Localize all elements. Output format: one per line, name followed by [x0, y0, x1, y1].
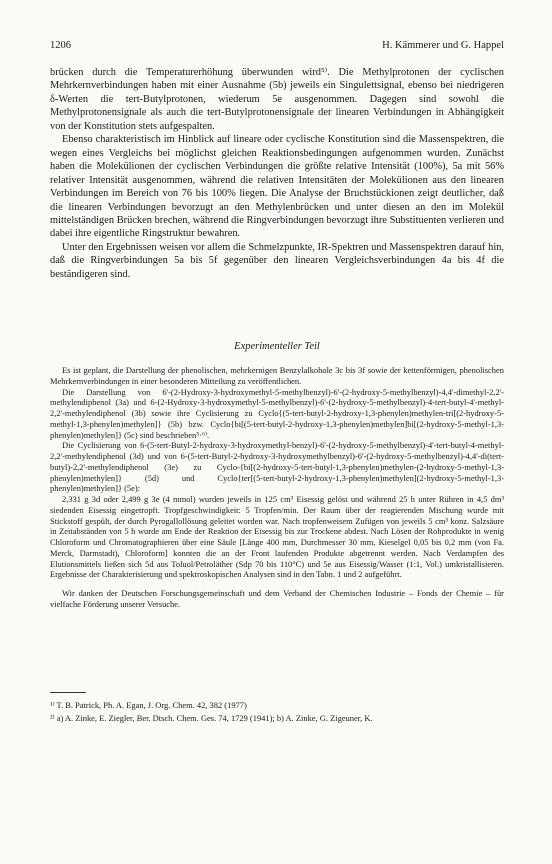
footnote: ¹⁾ T. B. Patrick, Ph. A. Egan, J. Org. Chem. 42, 382 (1977) [50, 700, 247, 710]
section-heading: Experimenteller Teil [234, 341, 320, 352]
experimental-paragraph: Die Darstellung von 6'-(2-Hydroxy-3-hydroxymethyl-5-methylbenzyl)-6'-(2-hydroxy-5-methylbenzyl)-4,4'-dimethyl-2,2'-methylendiphenol (3a) und 6-(2-Hydroxy-3-hydroxymethyl-5-methylbenzyl)-6'-(2-hydroxy-5-methylbenzyl)-4-tert-butyl-4'-methyl-2,2'-methylendiphenol (3b) sowie ihre Cyclisierung zu Cyclo{(5-tert-butyl-2-hydroxy-1,3-phenylen)methylen-tri[(2-hydroxy-5-methyl-1,3-phenylen)methylen]} (5b) bzw. Cyclo{bi[(5-tert-butyl-2-hydroxy-1,3-phenylen)methylen]bi[(2-hydroxy-5-methyl-1,3-phenylen)methylen]} (5c) sind beschrieben⁵·⁶⁾. [50, 386, 504, 440]
experimental-paragraph: Es ist geplant, die Darstellung der phenolischen, mehrkernigen Benzylalkohole 3c bis 3f sowie der kettenförmigen, phenolischen Mehrkernverbindungen in einer besonderen Mitteilung zu veröffentlichen. [50, 365, 504, 386]
footnote: ²⁾ a) A. Zinke, E. Ziegler, Ber. Dtsch. Chem. Ges. 74, 1729 (1941); b) A. Zinke, G. Zigeuner, K. [50, 712, 373, 723]
experimental-paragraph: 2,331 g 3d oder 2,499 g 3e (4 mmol) wurden jeweils in 125 cm³ Eisessig gelöst und während 25 h unter Rühren in 4,5 dm³ siedenden Eisessig eingetropft. Tropfgeschwindigkeit: 5 Tropfen/min. Der Raum über der reagierenden Mischung wurde mit Stickstoff gespült, der durch Pyrogallollösung geleitet worden war. Nach tropfenweisem Zufügen von jeweils 5 cm³ konz. Salzsäure in Zeitabständen von 5 h wurde am Ende der Reaktion der Eisessig bis zur Trockene abdest. Nach Lösen der Rohprodukte in wenig Chloroform und Chromatographieren über eine Säule [Länge 400 mm, Durchmesser 30 mm, Kieselgel 0,05 bis 0,2 mm (von Fa. Merck, Darmstadt), Chloroform] konnten die an der Front laufenden Produkte abgetrennt werden. Nach Verdampfen des Elutionsmittels ließen sich 5d aus Toluol/Petroläther (Sdp 70 bis 110°C) und 5e aus Eisessig/Wasser (1:1, Vol.) umkristallisieren. Ergebnisse der Charakterisierung und spektroskopischen Analysen sind in den Tabn. 1 und 2 aufgeführt. [50, 494, 504, 580]
running-header [50, 40, 504, 51]
footnote-divider [50, 692, 86, 693]
experimental-paragraph: Die Cyclisierung von 6-(5-tert-Butyl-2-hydroxy-3-hydroxymethyl-benzyl)-6'-(2-hydroxy-5-methylbenzyl)-4'-tert-butyl-4-methyl-2,2'-methylendiphenol (3d) und von 6-(5-tert-Butyl-2-hydroxy-3-hydroxymethylbenzyl)-6'-(2-hydroxy-5-methylbenzyl)-4,4'-di(tert-butyl)-2,2'-methylendiphenol (3e) zu Cyclo-{bi[(2-hydroxy-5-tert-butyl-1,3-phenylen)methylen-(2-hydroxy-5-methyl-1,3-phenylen)methylen]} (5d) und Cyclo{ter[(5-tert-butyl-2-hydroxy-1,3-phenylen)methylen](2-hydroxy-5-methyl-1,3-phenylen)methylen]} (5e): [50, 440, 504, 494]
body-paragraph: Ebenso charakteristisch im Hinblick auf lineare oder cyclische Konstitution sind die Massenspektren, die wegen eines Vergleichs bei möglichst gleichen Reaktionsbedingungen aufgenommen wurden. Zunächst haben die Molekülionen der cyclischen Verbindungen die größte relative Intensität (100%), 5a mit 56% relativer Intensität ausgenommen, während die relativen Intensitäten der Molekülionen aus den linearen Verbindungen im Bereich von 76 bis 100% liegen. Die Analyse der Bruchstückionen zeigt deutlicher, daß die linearen Verbindungen bevorzugt an den Methylenbrücken und unter diesen an den im Molekül mittelständigen Brücken brechen, während die Ringverbindungen bevorzugt ihre Substituenten verlieren und dabei ihre eigentliche Ringstruktur bewahren. [50, 134, 504, 240]
page-number: 1206 [50, 40, 71, 51]
acknowledgement: Wir danken der Deutschen Forschungsgemeinschaft und dem Verband der Chemischen Industrie – Fonds der Chemie – für vielfache Förderung unserer Versuche. [50, 588, 504, 609]
body-paragraph: brücken durch die Temperaturerhöhung überwunden wird⁵⁾. Die Methylprotonen der cyclischen Mehrkernverbindungen haben mit einer Ausnahme (5b) jeweils ein Singulettsignal, ebenso bei niedrigeren δ-Werten die tert-Butylprotonen, wiederum 5e ausgenommen. Dagegen sind sowohl die Methylprotonensignale als auch die tert-Butylprotonensignale der linearen Verbindungen in Abhängigkeit von der Konstitution stets aufgespalten. [50, 67, 504, 132]
body-paragraph: Unter den Ergebnissen weisen vor allem die Schmelzpunkte, IR-Spektren und Massenspektren darauf hin, daß die Ringverbindungen 5a bis 5f gegenüber den linearen Vergleichsverbindungen 4a bis 4f die beständigeren sind. [50, 241, 504, 280]
experimental-section [50, 365, 504, 610]
main-body [50, 66, 504, 281]
footnotes [50, 700, 504, 725]
running-authors: H. Kämmerer und G. Happel [382, 40, 504, 51]
